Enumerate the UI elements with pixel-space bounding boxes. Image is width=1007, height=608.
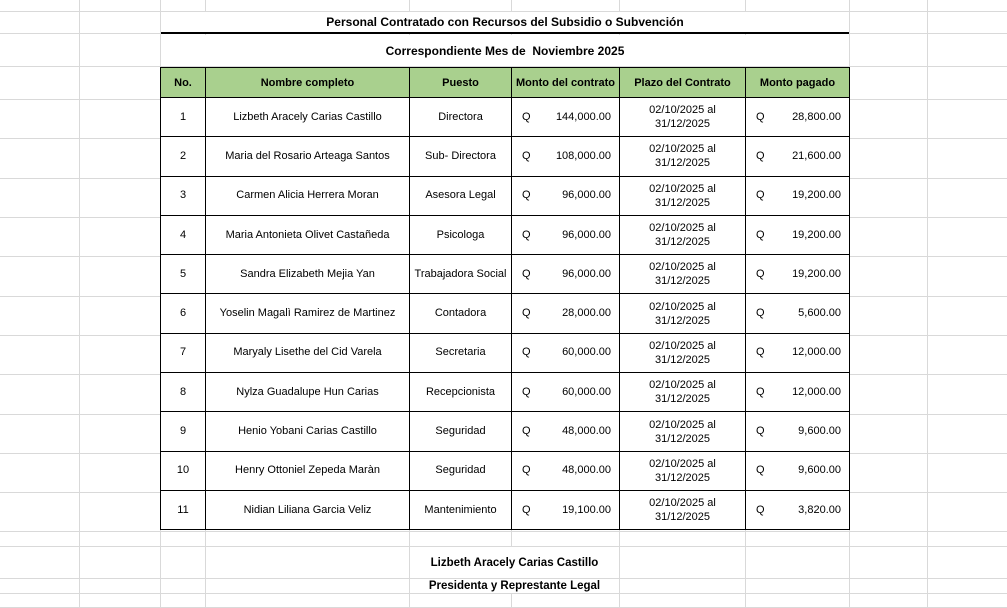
money-layout [748, 268, 847, 281]
money-layout [748, 307, 847, 320]
currency-symbol: Q [522, 228, 531, 241]
cell-no[interactable]: 9 [161, 412, 206, 451]
plazo-line-1: 02/10/2025 al [649, 261, 716, 274]
signature-name-cell[interactable] [410, 547, 619, 578]
amount-value: 60,000.00 [562, 346, 611, 359]
cell-monto-contrato[interactable] [512, 137, 620, 176]
cell-nombre-completo[interactable]: Sandra Elizabeth Mejia Yan [206, 255, 410, 294]
cell-no[interactable]: 3 [161, 176, 206, 215]
currency-symbol: Q [756, 307, 765, 320]
plazo-line-1: 02/10/2025 al [649, 143, 716, 156]
signature-role-cell[interactable] [410, 579, 619, 593]
cell-plazo[interactable] [620, 98, 746, 137]
cell-nombre-completo[interactable]: Henio Yobani Carias Castillo [206, 412, 410, 451]
cell-puesto[interactable]: Seguridad [410, 412, 512, 451]
report-subtitle-cell[interactable] [161, 35, 849, 66]
table-row [161, 373, 850, 412]
amount-value: 21,600.00 [792, 149, 841, 162]
amount-value: 144,000.00 [555, 110, 611, 123]
cell-nombre-completo[interactable]: Nidian Liliana Garcia Veliz [206, 490, 410, 529]
money-layout [748, 229, 847, 242]
amount-value: 96,000.00 [562, 189, 611, 202]
cell-monto-contrato[interactable] [512, 373, 620, 412]
money-layout [748, 504, 847, 517]
cell-monto-pagado[interactable] [746, 98, 850, 137]
column-header-monto-pagado[interactable]: Monto pagado [746, 68, 850, 98]
cell-plazo[interactable] [620, 451, 746, 490]
cell-no[interactable]: 1 [161, 98, 206, 137]
currency-symbol: Q [522, 346, 531, 359]
cell-monto-pagado[interactable] [746, 294, 850, 333]
cell-no[interactable]: 5 [161, 255, 206, 294]
money-layout [514, 150, 617, 163]
table-row [161, 137, 850, 176]
plazo-line-1: 02/10/2025 al [649, 182, 716, 195]
gridline-vertical [927, 0, 928, 608]
plazo-line-1: 02/10/2025 al [649, 457, 716, 470]
cell-monto-pagado[interactable] [746, 412, 850, 451]
currency-symbol: Q [756, 503, 765, 516]
column-header-monto-del-contrato[interactable]: Monto del contrato [512, 68, 620, 98]
money-layout [748, 150, 847, 163]
cell-puesto[interactable]: Asesora Legal [410, 176, 512, 215]
money-layout [514, 229, 617, 242]
amount-value: 12,000.00 [792, 346, 841, 359]
cell-no[interactable]: 6 [161, 294, 206, 333]
plazo-line-2: 31/12/2025 [654, 511, 711, 524]
currency-symbol: Q [756, 346, 765, 359]
plazo-line-2: 31/12/2025 [654, 314, 711, 327]
cell-nombre-completo[interactable]: Henry Ottoniel Zepeda Maràn [206, 451, 410, 490]
cell-no[interactable]: 7 [161, 333, 206, 372]
cell-no[interactable]: 8 [161, 373, 206, 412]
table-row [161, 215, 850, 254]
currency-symbol: Q [522, 189, 531, 202]
plazo-line-1: 02/10/2025 al [649, 497, 716, 510]
cell-monto-pagado[interactable] [746, 137, 850, 176]
table-row [161, 412, 850, 451]
plazo-line-2: 31/12/2025 [654, 432, 711, 445]
cell-plazo[interactable] [620, 255, 746, 294]
cell-puesto[interactable]: Mantenimiento [410, 490, 512, 529]
table-row [161, 490, 850, 529]
amount-value: 19,100.00 [562, 503, 611, 516]
amount-value: 9,600.00 [798, 425, 841, 438]
signature-name: Lizbeth Aracely Carias Castillo [430, 556, 599, 569]
currency-symbol: Q [756, 149, 765, 162]
cell-monto-contrato[interactable] [512, 490, 620, 529]
amount-value: 96,000.00 [562, 228, 611, 241]
cell-plazo[interactable] [620, 333, 746, 372]
currency-symbol: Q [522, 503, 531, 516]
currency-symbol: Q [756, 189, 765, 202]
plazo-line-2: 31/12/2025 [654, 393, 711, 406]
table-row [161, 98, 850, 137]
amount-value: 48,000.00 [562, 425, 611, 438]
cell-nombre-completo[interactable]: Carmen Alicia Herrera Moran [206, 176, 410, 215]
currency-symbol: Q [522, 149, 531, 162]
cell-monto-pagado[interactable] [746, 255, 850, 294]
column-header-no[interactable]: No. [161, 68, 206, 98]
amount-value: 108,000.00 [555, 149, 611, 162]
cell-monto-contrato[interactable] [512, 98, 620, 137]
currency-symbol: Q [522, 464, 531, 477]
money-layout [748, 386, 847, 399]
cell-puesto[interactable]: Directora [410, 98, 512, 137]
cell-monto-contrato[interactable] [512, 333, 620, 372]
money-layout [514, 346, 617, 359]
currency-symbol: Q [522, 425, 531, 438]
cell-nombre-completo[interactable]: Maryaly Lisethe del Cid Varela [206, 333, 410, 372]
amount-value: 12,000.00 [792, 385, 841, 398]
signature-role: Presidenta y Represtante Legal [428, 580, 601, 592]
cell-nombre-completo[interactable]: Maria Antonieta Olivet Castañeda [206, 215, 410, 254]
plazo-line-2: 31/12/2025 [654, 275, 711, 288]
cell-plazo[interactable] [620, 294, 746, 333]
cell-nombre-completo[interactable]: Lizbeth Aracely Carias Castillo [206, 98, 410, 137]
cell-nombre-completo[interactable]: Maria del Rosario Arteaga Santos [206, 137, 410, 176]
column-header-nombre-completo[interactable]: Nombre completo [206, 68, 410, 98]
money-layout [748, 464, 847, 477]
currency-symbol: Q [522, 307, 531, 320]
cell-monto-contrato[interactable] [512, 255, 620, 294]
plazo-line-2: 31/12/2025 [654, 353, 711, 366]
table-row [161, 451, 850, 490]
cell-puesto[interactable]: Trabajadora Social [410, 255, 512, 294]
plazo-line-2: 31/12/2025 [654, 118, 711, 131]
amount-value: 19,200.00 [792, 267, 841, 280]
table-row [161, 176, 850, 215]
cell-nombre-completo[interactable]: Nylza Guadalupe Hun Carias [206, 373, 410, 412]
amount-value: 60,000.00 [562, 385, 611, 398]
amount-value: 9,600.00 [798, 464, 841, 477]
plazo-line-2: 31/12/2025 [654, 157, 711, 170]
gridline-vertical [79, 0, 80, 608]
table-row [161, 294, 850, 333]
cell-monto-contrato[interactable] [512, 294, 620, 333]
cell-nombre-completo[interactable]: Yoselin Magalì Ramirez de Martinez [206, 294, 410, 333]
plazo-line-1: 02/10/2025 al [649, 222, 716, 235]
column-header-puesto[interactable]: Puesto [410, 68, 512, 98]
cell-puesto[interactable]: Sub- Directora [410, 137, 512, 176]
cell-monto-pagado[interactable] [746, 176, 850, 215]
money-layout [748, 111, 847, 124]
currency-symbol: Q [756, 464, 765, 477]
money-layout [748, 346, 847, 359]
cell-monto-contrato[interactable] [512, 412, 620, 451]
cell-monto-pagado[interactable] [746, 215, 850, 254]
money-layout [514, 307, 617, 320]
money-layout [748, 189, 847, 202]
money-layout [748, 425, 847, 438]
cell-monto-pagado[interactable] [746, 451, 850, 490]
currency-symbol: Q [756, 110, 765, 123]
currency-symbol: Q [522, 110, 531, 123]
money-layout [514, 386, 617, 399]
cell-monto-pagado[interactable] [746, 490, 850, 529]
money-layout [514, 504, 617, 517]
currency-symbol: Q [756, 385, 765, 398]
money-layout [514, 425, 617, 438]
amount-value: 19,200.00 [792, 189, 841, 202]
plazo-line-2: 31/12/2025 [654, 196, 711, 209]
cell-plazo[interactable] [620, 176, 746, 215]
cell-puesto[interactable]: Recepcionista [410, 373, 512, 412]
personnel-table [160, 67, 850, 530]
amount-value: 96,000.00 [562, 267, 611, 280]
amount-value: 28,800.00 [792, 110, 841, 123]
cell-monto-pagado[interactable] [746, 333, 850, 372]
money-layout [514, 464, 617, 477]
cell-no[interactable]: 2 [161, 137, 206, 176]
cell-no[interactable]: 11 [161, 490, 206, 529]
amount-value: 19,200.00 [792, 228, 841, 241]
cell-plazo[interactable] [620, 373, 746, 412]
amount-value: 5,600.00 [798, 307, 841, 320]
cell-monto-contrato[interactable] [512, 451, 620, 490]
amount-value: 28,000.00 [562, 307, 611, 320]
cell-puesto[interactable]: Seguridad [410, 451, 512, 490]
column-header-plazo-del-contrato[interactable]: Plazo del Contrato [620, 68, 746, 98]
cell-monto-pagado[interactable] [746, 373, 850, 412]
plazo-line-1: 02/10/2025 al [649, 104, 716, 117]
currency-symbol: Q [522, 385, 531, 398]
currency-symbol: Q [756, 228, 765, 241]
cell-puesto[interactable]: Contadora [410, 294, 512, 333]
money-layout [514, 189, 617, 202]
cell-puesto[interactable]: Secretaria [410, 333, 512, 372]
plazo-line-2: 31/12/2025 [654, 471, 711, 484]
amount-value: 48,000.00 [562, 464, 611, 477]
currency-symbol: Q [756, 425, 765, 438]
cell-no[interactable]: 10 [161, 451, 206, 490]
header-row [161, 68, 850, 98]
cell-monto-contrato[interactable] [512, 215, 620, 254]
table-row [161, 255, 850, 294]
currency-symbol: Q [522, 267, 531, 280]
currency-symbol: Q [756, 267, 765, 280]
cell-plazo[interactable] [620, 490, 746, 529]
plazo-line-1: 02/10/2025 al [649, 379, 716, 392]
cell-plazo[interactable] [620, 137, 746, 176]
money-layout [514, 111, 617, 124]
plazo-line-1: 02/10/2025 al [649, 418, 716, 431]
amount-value: 3,820.00 [798, 503, 841, 516]
gridline-horizontal [0, 531, 1007, 532]
gridline-horizontal [0, 593, 1007, 594]
report-subtitle: Correspondiente Mes de Noviembre 2025 [385, 43, 625, 58]
plazo-line-2: 31/12/2025 [654, 236, 711, 249]
cell-monto-contrato[interactable] [512, 176, 620, 215]
plazo-line-1: 02/10/2025 al [649, 339, 716, 352]
cell-puesto[interactable]: Psicologa [410, 215, 512, 254]
cell-no[interactable]: 4 [161, 215, 206, 254]
table-row [161, 333, 850, 372]
cell-plazo[interactable] [620, 412, 746, 451]
report-title-cell[interactable] [161, 12, 849, 34]
report-title: Personal Contratado con Recursos del Subsidio o Subvención [326, 15, 684, 29]
cell-plazo[interactable] [620, 215, 746, 254]
money-layout [514, 268, 617, 281]
plazo-line-1: 02/10/2025 al [649, 300, 716, 313]
